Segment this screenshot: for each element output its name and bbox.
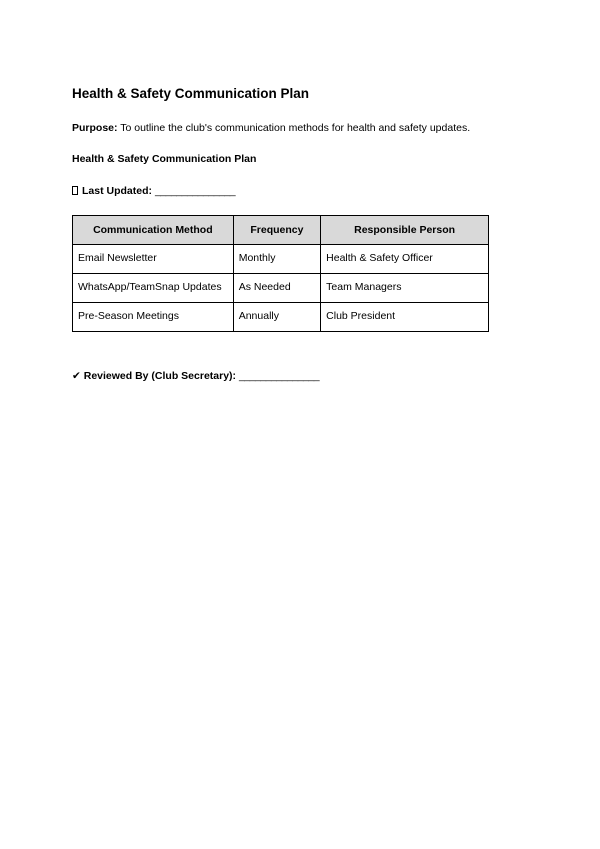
cell-communication-method: Email Newsletter [73,245,234,274]
table-header-row [73,216,489,245]
section-heading: Health & Safety Communication Plan [72,153,257,165]
cell-frequency: Annually [233,303,320,332]
table-row [73,245,489,274]
last-updated-blank: _______________ [154,185,236,197]
cell-communication-method: WhatsApp/TeamSnap Updates [73,274,234,303]
cell-responsible-person: Health & Safety Officer [321,245,489,274]
cell-responsible-person: Club President [321,303,489,332]
cell-frequency: As Needed [233,274,320,303]
table-row [73,303,489,332]
reviewed-by-blank: _______________ [238,370,320,382]
communication-plan-table [72,215,489,332]
missing-glyph-box-icon [72,186,78,195]
table-row [73,274,489,303]
last-updated-label: Last Updated: [82,185,153,197]
reviewed-by-line [72,370,319,382]
header-communication-method: Communication Method [73,216,234,245]
cell-communication-method: Pre-Season Meetings [73,303,234,332]
checkmark-icon: ✔ [72,370,81,382]
last-updated-line [72,185,235,197]
purpose-text: To outline the club's communication methods for health and safety updates. [117,122,471,134]
reviewed-by-label: Reviewed By (Club Secretary): [83,370,237,382]
purpose-line [72,122,470,134]
cell-frequency: Monthly [233,245,320,274]
document-title: Health & Safety Communication Plan [72,86,310,101]
header-frequency: Frequency [233,216,320,245]
cell-responsible-person: Team Managers [321,274,489,303]
purpose-label: Purpose: [72,122,118,134]
header-responsible-person: Responsible Person [321,216,489,245]
